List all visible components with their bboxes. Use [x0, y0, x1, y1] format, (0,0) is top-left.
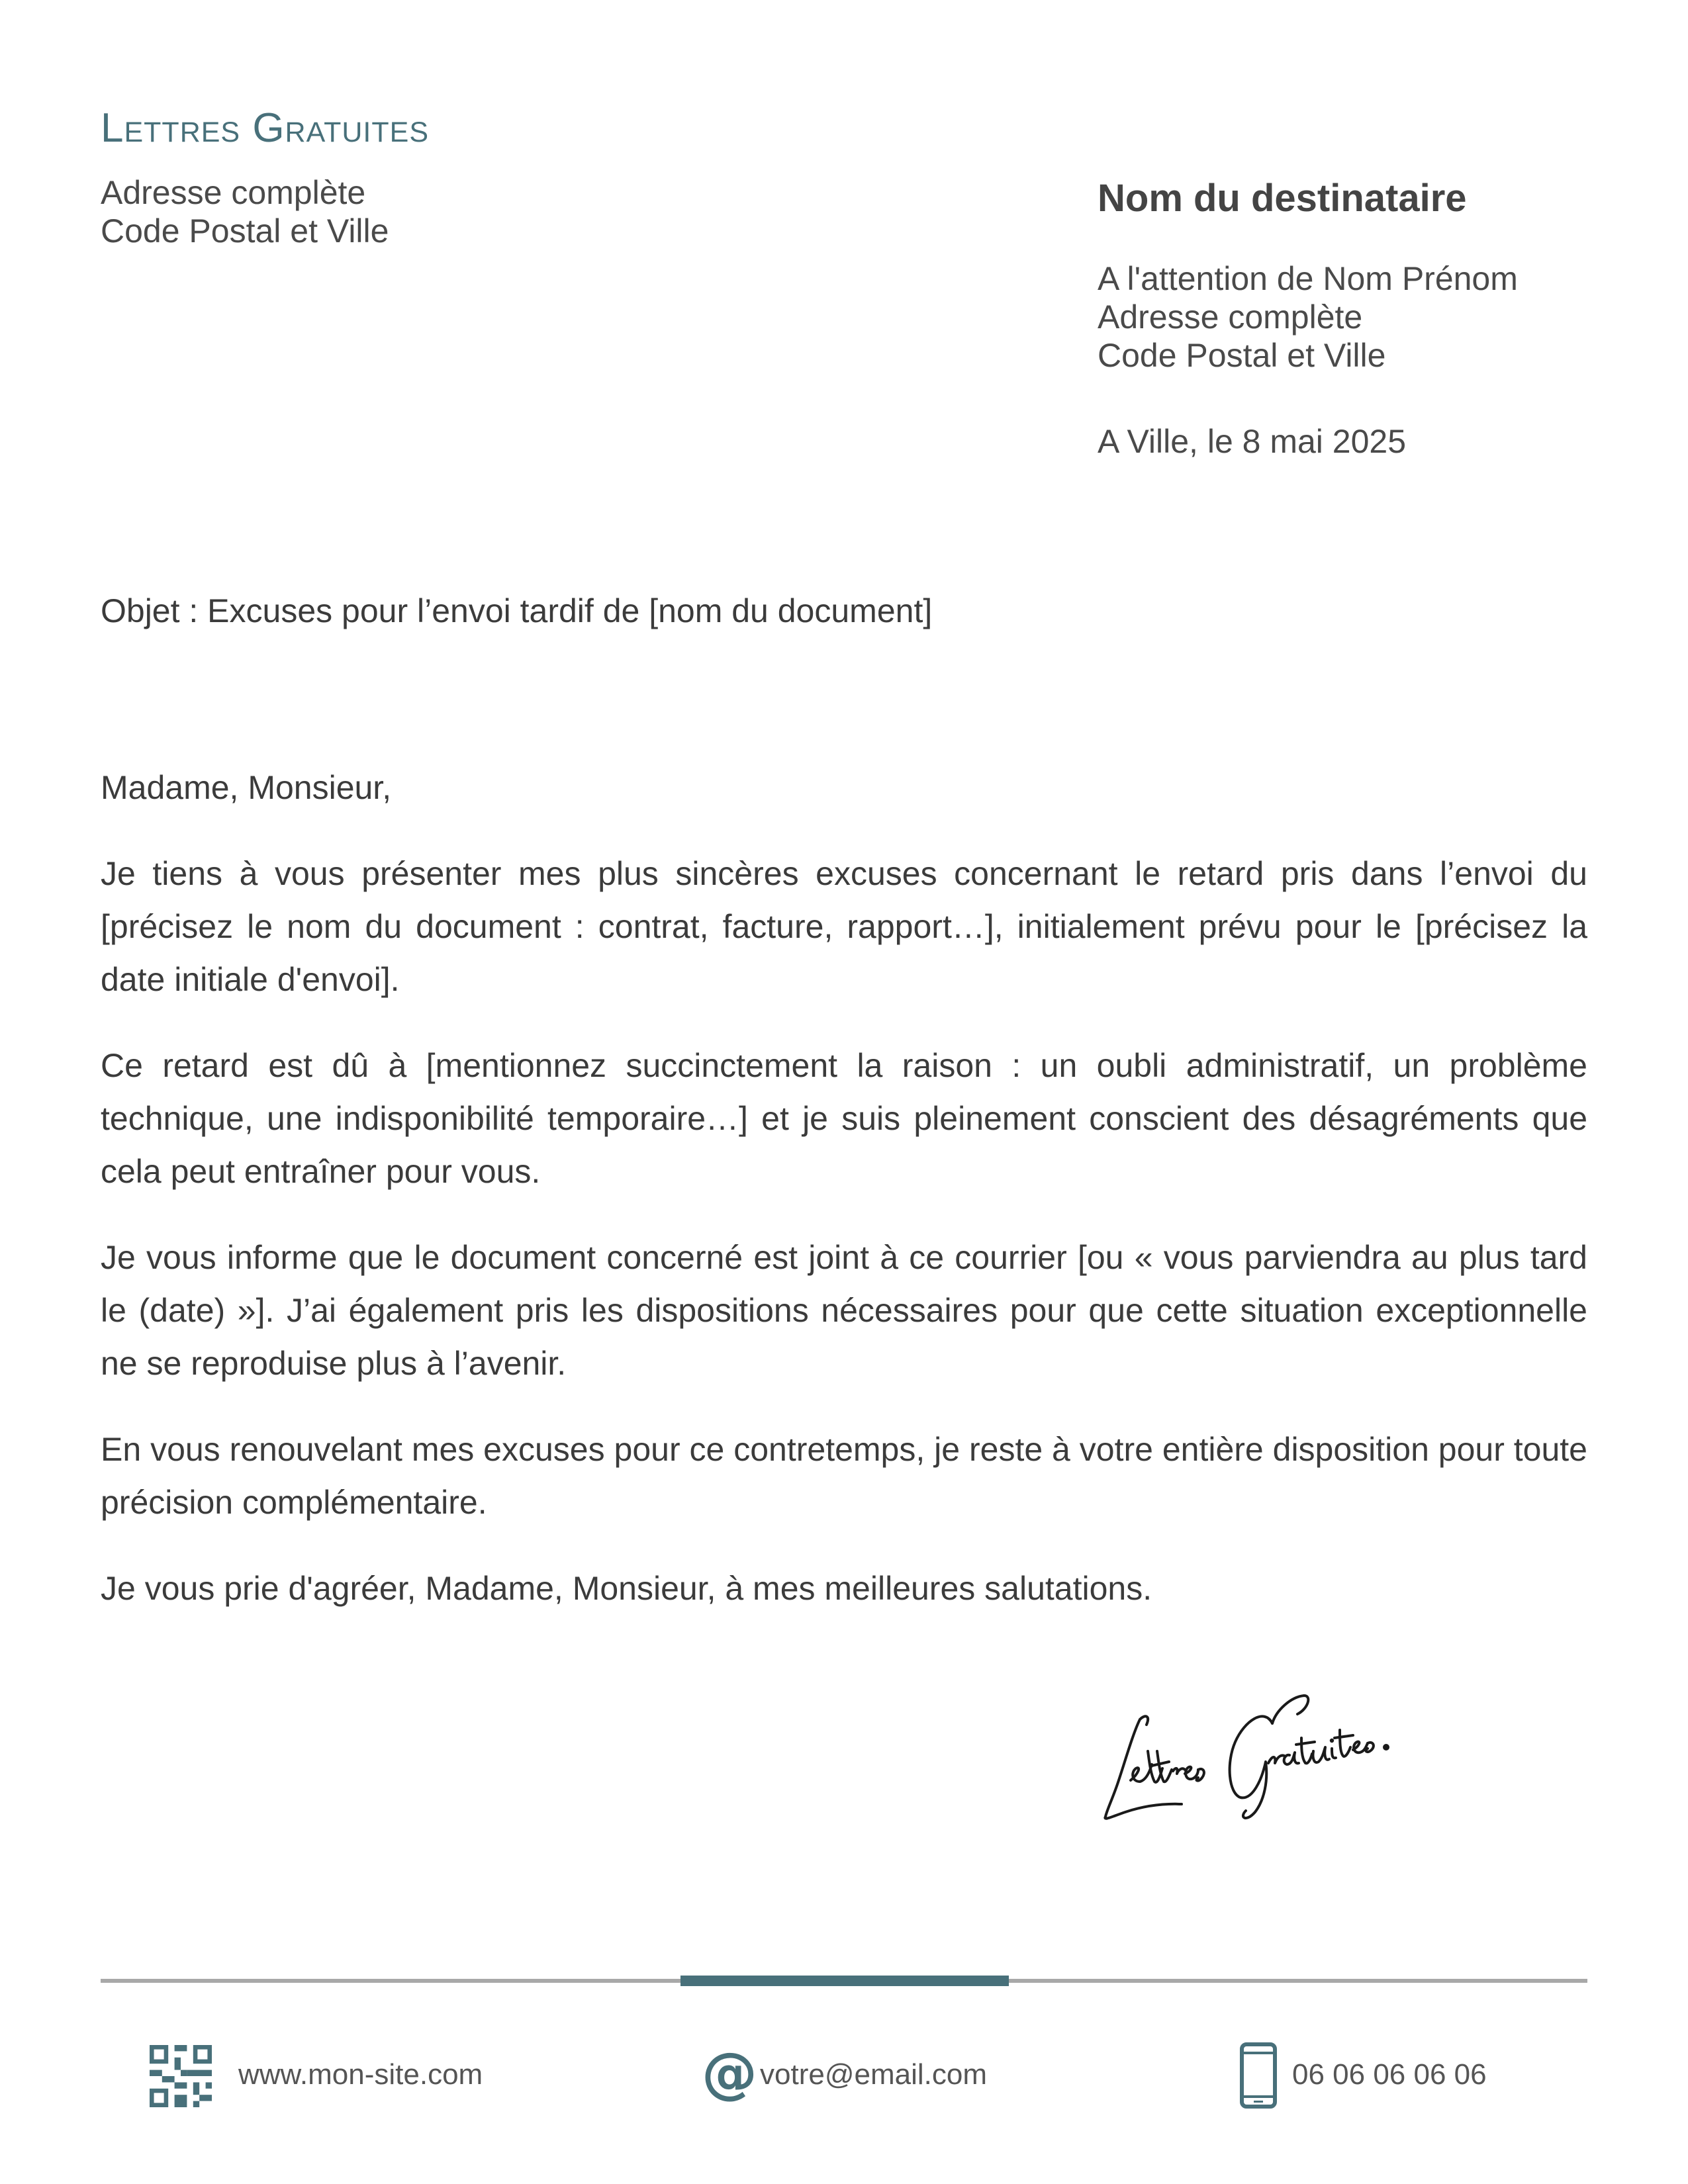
footer-website[interactable]: www.mon-site.com [238, 2058, 483, 2091]
salutation: Madame, Monsieur, [101, 769, 392, 806]
recipient-city: Code Postal et Ville [1098, 337, 1386, 374]
body-paragraph: En vous renouvelant mes excuses pour ce contretemps, je reste à votre entière disposition pour toute précision complémentaire. [101, 1431, 1587, 1521]
mobile-phone-icon [1239, 2042, 1278, 2109]
handwritten-signature [1099, 1681, 1456, 1827]
sender-name: Lettres Gratuites [101, 105, 429, 151]
sender-address: Adresse complète [101, 174, 366, 211]
footer-divider-accent [680, 1976, 1009, 1986]
letter-body [101, 761, 1587, 1648]
body-paragraph: Ce retard est dû à [mentionnez succinctement la raison : un oubli administratif, un problème technique, une indisponibilité temporaire…] et je suis pleinement conscient des désagréments que cela peut entraîner pour vous. [101, 1047, 1587, 1190]
body-paragraph: Je tiens à vous présenter mes plus sincères excuses concernant le retard pris dans l’envoi du [précisez le nom du document : contrat, facture, rapport…], initialement prévu pour le [précisez la date initiale d'envoi]. [101, 855, 1587, 998]
recipient-address: Adresse complète [1098, 298, 1363, 336]
at-sign-icon: @ [702, 2040, 757, 2105]
date-line: A Ville, le 8 mai 2025 [1098, 423, 1407, 460]
footer-email[interactable]: votre@email.com [760, 2058, 987, 2091]
footer-phone[interactable]: 06 06 06 06 06 [1292, 2058, 1487, 2091]
recipient-attention: A l'attention de Nom Prénom [1098, 260, 1518, 297]
closing-formula: Je vous prie d'agréer, Madame, Monsieur, à mes meilleures salutations. [101, 1570, 1152, 1607]
sender-city: Code Postal et Ville [101, 212, 389, 250]
body-paragraph: Je vous informe que le document concerné est joint à ce courrier [ou « vous parviendra au plus tard le (date) »]. J’ai également pris les dispositions nécessaires pour que cette situation exceptionnelle ne se reproduise plus à l’avenir. [101, 1239, 1587, 1382]
recipient-name: Nom du destinataire [1098, 177, 1467, 220]
subject-line: Objet : Excuses pour l’envoi tardif de [nom du document] [101, 592, 933, 629]
qr-code-icon [150, 2045, 212, 2107]
